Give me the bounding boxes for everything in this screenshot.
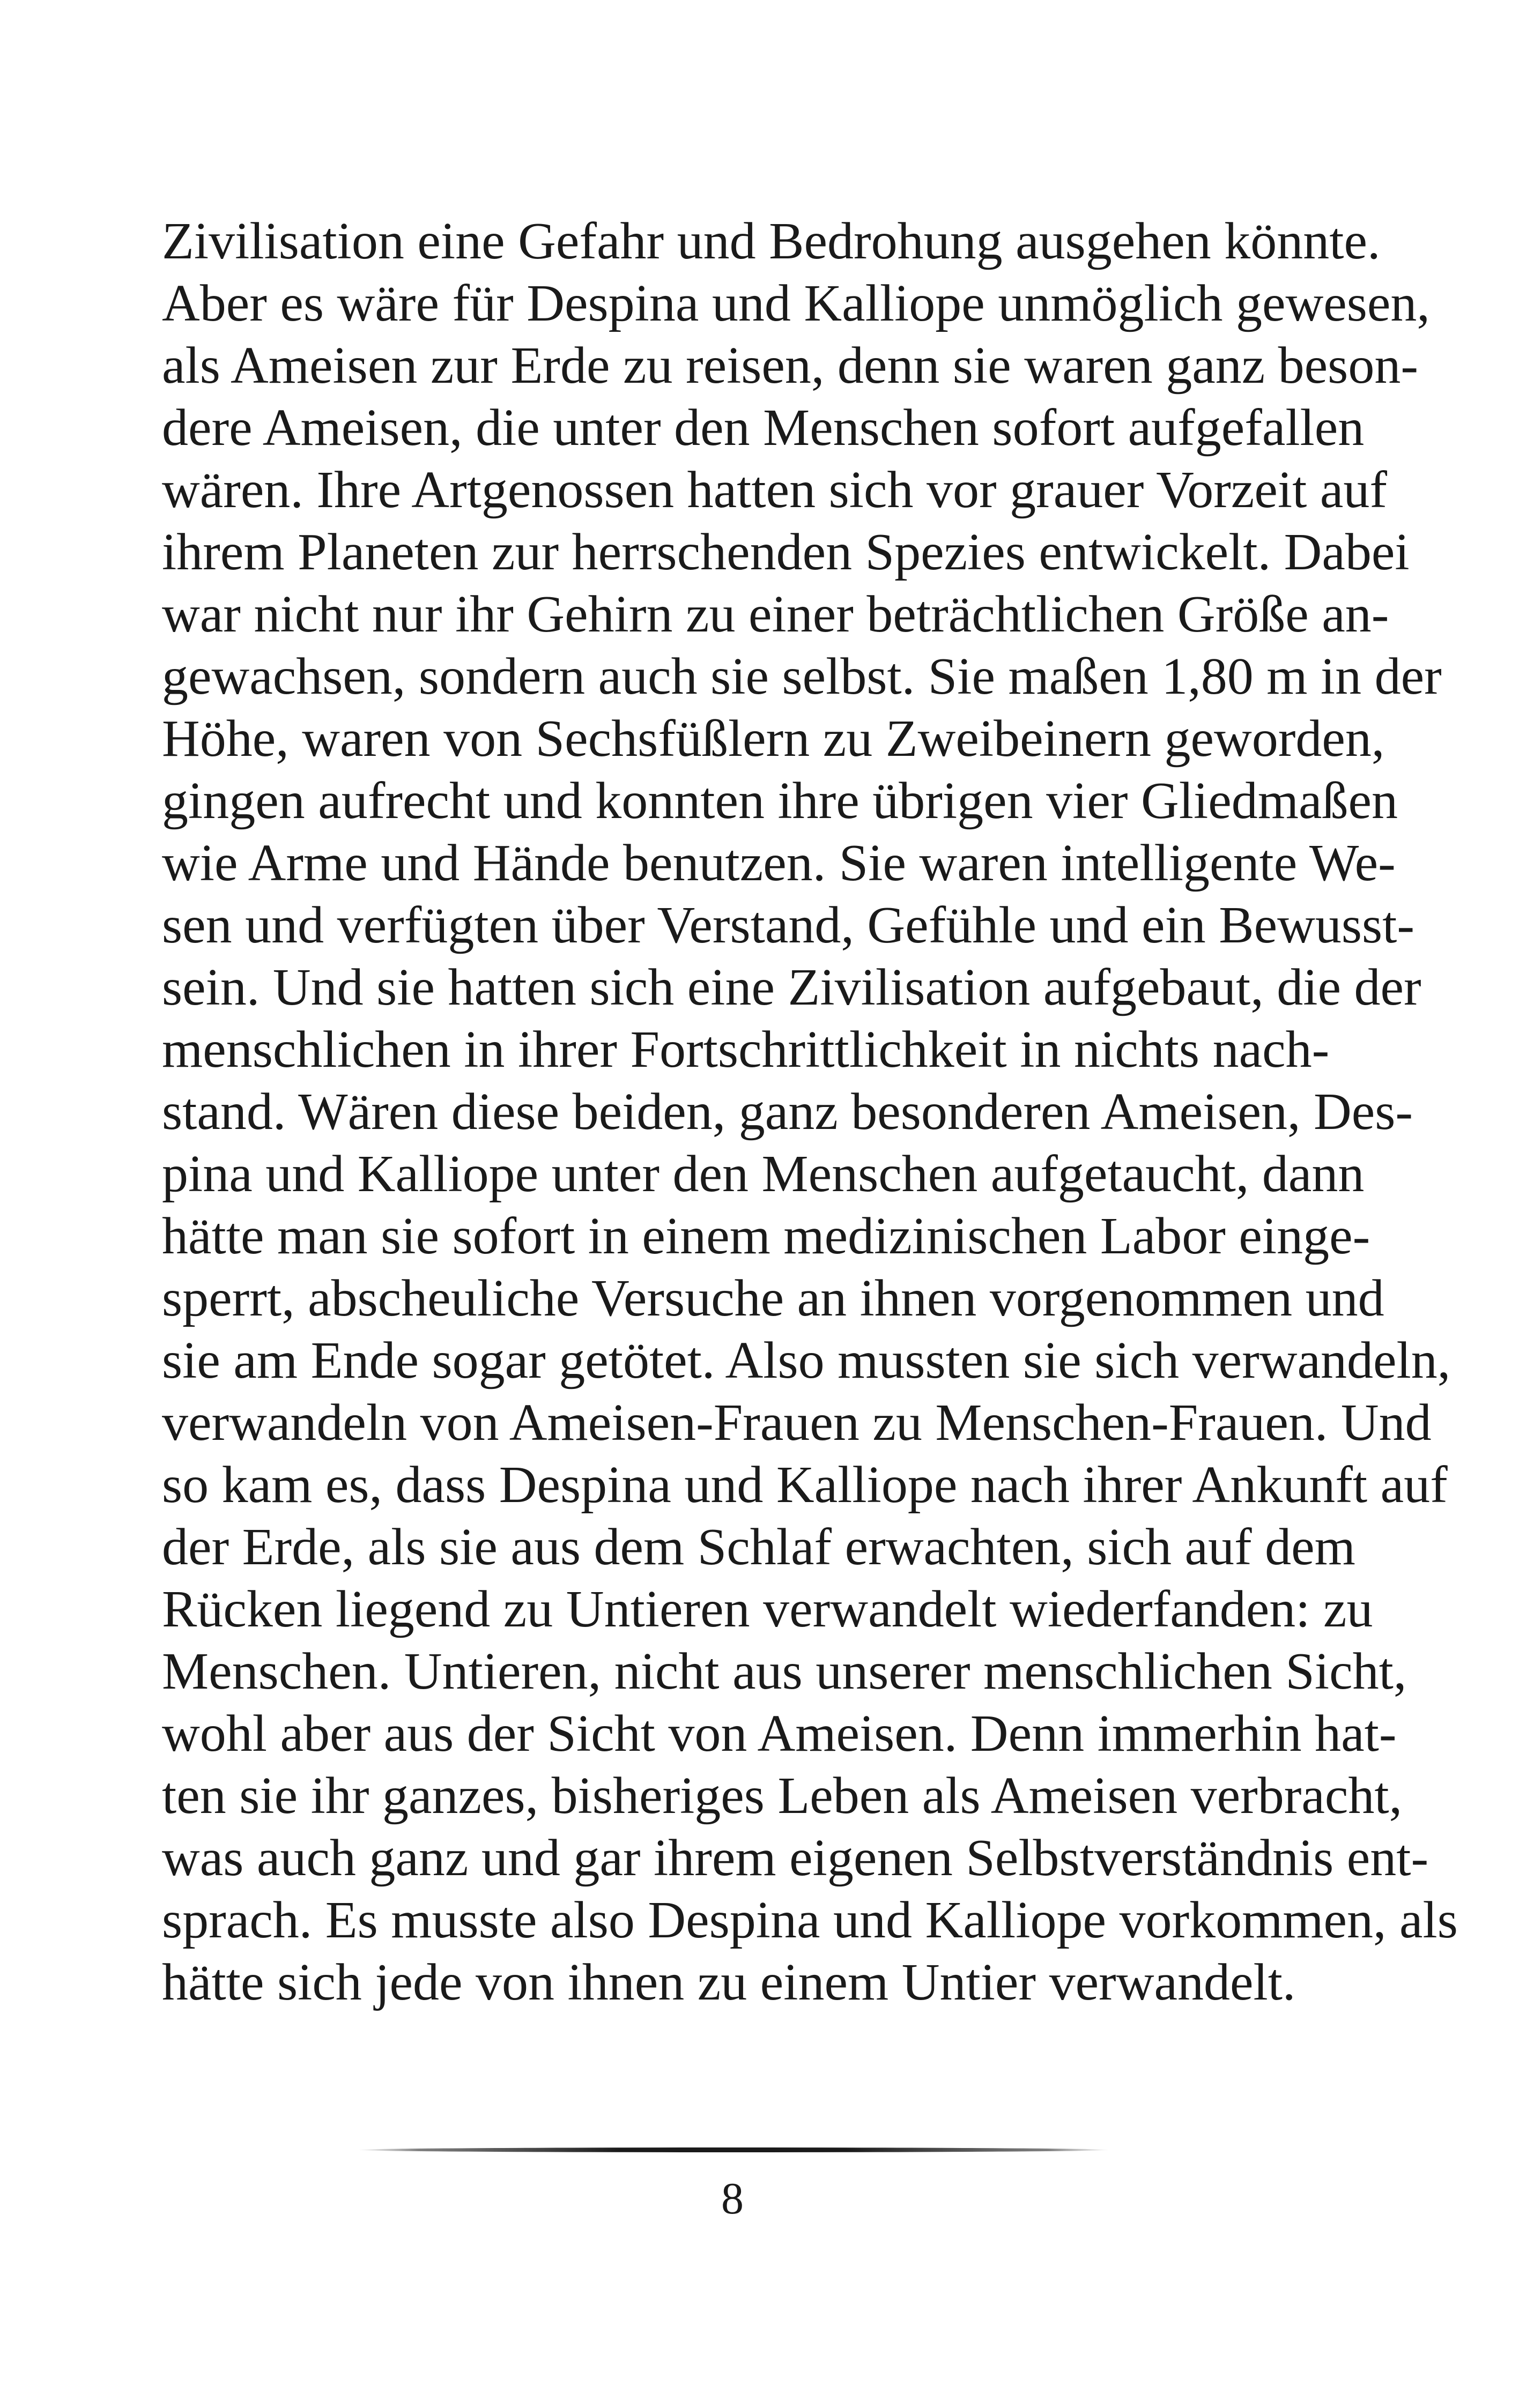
text-line: wohl aber aus der Sicht von Ameisen. Denn immerhin hat- xyxy=(162,1705,1397,1763)
text-line: wären. Ihre Artgenossen hatten sich vor grauer Vorzeit auf xyxy=(162,461,1387,519)
text-line: sie am Ende sogar getötet. Also mussten sie sich verwandeln, xyxy=(162,1332,1451,1389)
text-line: so kam es, dass Despina und Kalliope nach ihrer Ankunft auf xyxy=(162,1456,1448,1514)
text-line: sprach. Es musste also Despina und Kalliope vorkommen, als xyxy=(162,1891,1458,1949)
text-line: sen und verfügten über Verstand, Gefühle und ein Bewusst- xyxy=(162,896,1415,954)
text-line: was auch ganz und gar ihrem eigenen Selbstverständnis ent- xyxy=(162,1829,1429,1887)
text-line: sperrt, abscheuliche Versuche an ihnen vorgenommen und xyxy=(162,1269,1384,1327)
text-line: pina und Kalliope unter den Menschen aufgetaucht, dann xyxy=(162,1145,1365,1203)
text-line: war nicht nur ihr Gehirn zu einer beträchtlichen Größe an- xyxy=(162,585,1389,643)
text-line: als Ameisen zur Erde zu reisen, denn sie waren ganz beson- xyxy=(162,337,1418,395)
text-line: wie Arme und Hände benutzen. Sie waren intelligente We- xyxy=(162,834,1396,892)
text-line: gewachsen, sondern auch sie selbst. Sie maßen 1,80 m in der xyxy=(162,648,1442,705)
text-line: der Erde, als sie aus dem Schlaf erwachten, sich auf dem xyxy=(162,1518,1355,1576)
text-line: menschlichen in ihrer Fortschrittlichkeit in nichts nach- xyxy=(162,1021,1330,1079)
text-line: Menschen. Untieren, nicht aus unserer menschlichen Sicht, xyxy=(162,1643,1407,1700)
text-line: gingen aufrecht und konnten ihre übrigen vier Gliedmaßen xyxy=(162,772,1398,830)
text-line: stand. Wären diese beiden, ganz besonderen Ameisen, Des- xyxy=(162,1083,1413,1141)
text-line: ihrem Planeten zur herrschenden Spezies entwickelt. Dabei xyxy=(162,523,1410,581)
text-line: ten sie ihr ganzes, bisheriges Leben als Ameisen verbracht, xyxy=(162,1767,1403,1825)
text-line: sein. Und sie hatten sich eine Zivilisation aufgebaut, die der xyxy=(162,958,1421,1016)
text-line: dere Ameisen, die unter den Menschen sofort aufgefallen xyxy=(162,399,1365,457)
text-line: Höhe, waren von Sechsfüßlern zu Zweibeinern geworden, xyxy=(162,710,1385,768)
text-line: Aber es wäre für Despina und Kalliope unmöglich gewesen, xyxy=(162,274,1430,332)
text-line: hätte sich jede von ihnen zu einem Untier verwandelt. xyxy=(162,1953,1296,2011)
footer-divider xyxy=(358,2147,1109,2152)
text-line: verwandeln von Ameisen-Frauen zu Menschen-Frauen. Und xyxy=(162,1394,1432,1452)
text-line: Zivilisation eine Gefahr und Bedrohung ausgehen könnte. xyxy=(162,212,1381,270)
text-line: Rücken liegend zu Untieren verwandelt wiederfanden: zu xyxy=(162,1580,1373,1638)
text-line: hätte man sie sofort in einem medizinischen Labor einge- xyxy=(162,1207,1370,1265)
page-number: 8 xyxy=(721,2174,744,2224)
body-paragraph xyxy=(162,210,1458,2013)
